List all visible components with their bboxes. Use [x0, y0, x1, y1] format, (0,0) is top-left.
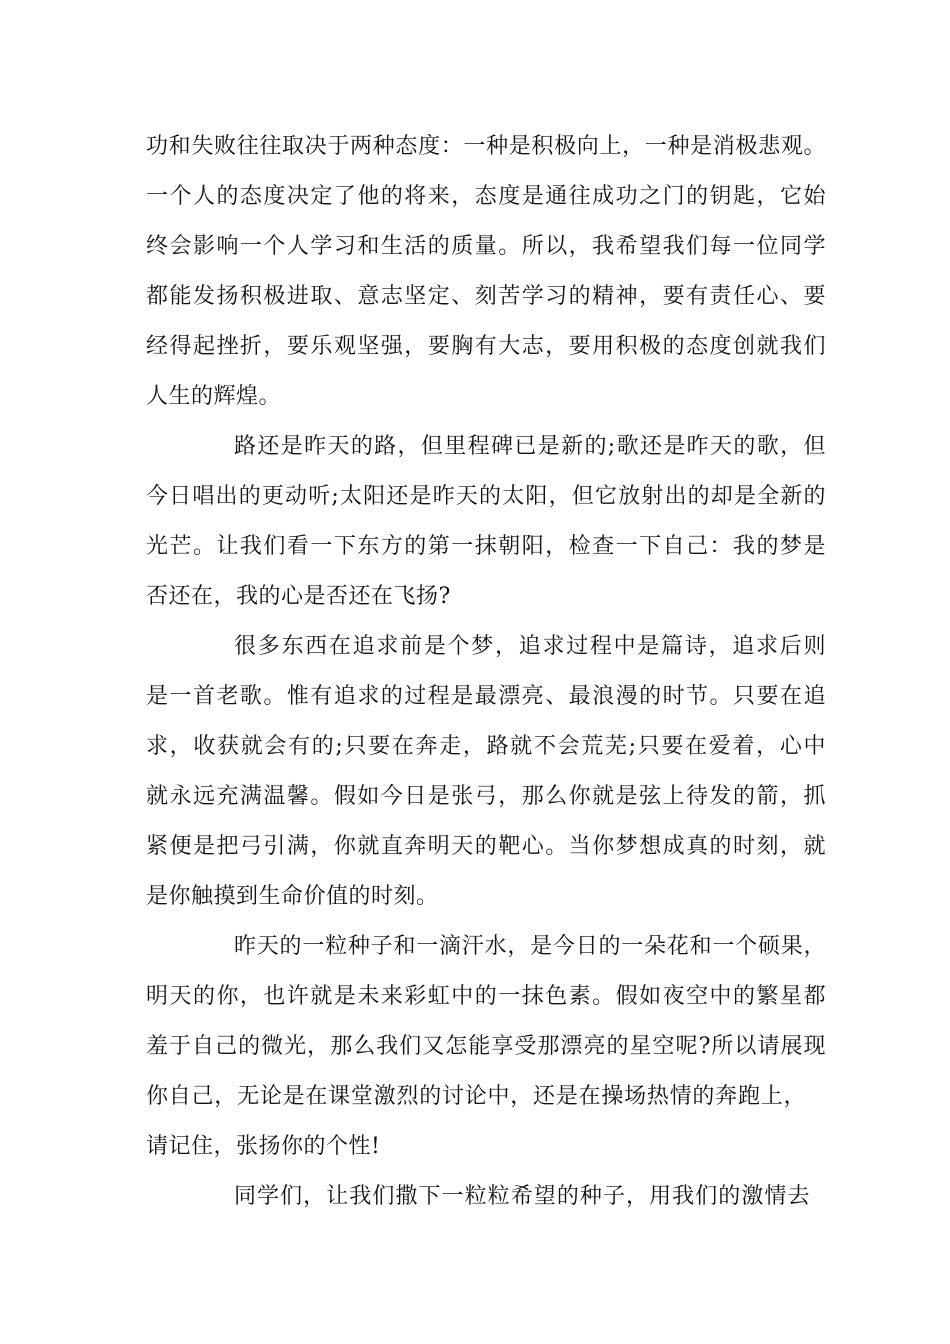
text-line: 紧便是把弓引满，你就直奔明天的靶心。当你梦想成真的时刻，就 [146, 834, 826, 859]
text-line: 羞于自己的微光，那么我们又怎能享受那漂亮的星空呢?所以请展现 [146, 1034, 826, 1059]
text-line: 终会影响一个人学习和生活的质量。所以，我希望我们每一位同学 [146, 234, 826, 259]
text-line: 功和失败往往取决于两种态度：一种是积极向上，一种是消极悲观。 [146, 134, 826, 159]
text-line: 都能发扬积极进取、意志坚定、刻苦学习的精神，要有责任心、要 [146, 284, 826, 309]
paragraph-first-line: 昨天的一粒种子和一滴汗水，是今日的一朵花和一个硕果， [234, 934, 826, 959]
text-line: 光芒。让我们看一下东方的第一抹朝阳，检查一下自己：我的梦是 [146, 534, 826, 559]
paragraph-first-line: 很多东西在追求前是个梦，追求过程中是篇诗，追求后则 [234, 634, 826, 659]
text-line: 经得起挫折，要乐观坚强，要胸有大志，要用积极的态度创就我们 [146, 334, 826, 359]
text-line: 求，收获就会有的;只要在奔走，路就不会荒芜;只要在爱着，心中 [146, 734, 826, 759]
text-line: 就永远充满温馨。假如今日是张弓，那么你就是弦上待发的箭，抓 [146, 784, 826, 809]
text-line: 否还在，我的心是否还在飞扬? [146, 584, 451, 609]
text-line: 今日唱出的更动听;太阳还是昨天的太阳，但它放射出的却是全新的 [146, 484, 826, 509]
paragraph-first-line: 路还是昨天的路，但里程碑已是新的;歌还是昨天的歌，但 [234, 434, 826, 459]
text-line: 请记住，张扬你的个性! [146, 1134, 381, 1159]
text-line: 是你触摸到生命价值的时刻。 [146, 884, 439, 909]
paragraph-first-line: 同学们，让我们撒下一粒粒希望的种子，用我们的激情去 [234, 1184, 810, 1209]
text-line: 人生的辉煌。 [146, 384, 282, 409]
text-line: 是一首老歌。惟有追求的过程是最漂亮、最浪漫的时节。只要在追 [146, 684, 826, 709]
text-line: 你自己，无论是在课堂激烈的讨论中，还是在操场热情的奔跑上， [146, 1084, 806, 1109]
text-line: 明天的你，也许就是未来彩虹中的一抹色素。假如夜空中的繁星都 [146, 984, 826, 1009]
text-line: 一个人的态度决定了他的将来，态度是通往成功之门的钥匙，它始 [146, 184, 826, 209]
